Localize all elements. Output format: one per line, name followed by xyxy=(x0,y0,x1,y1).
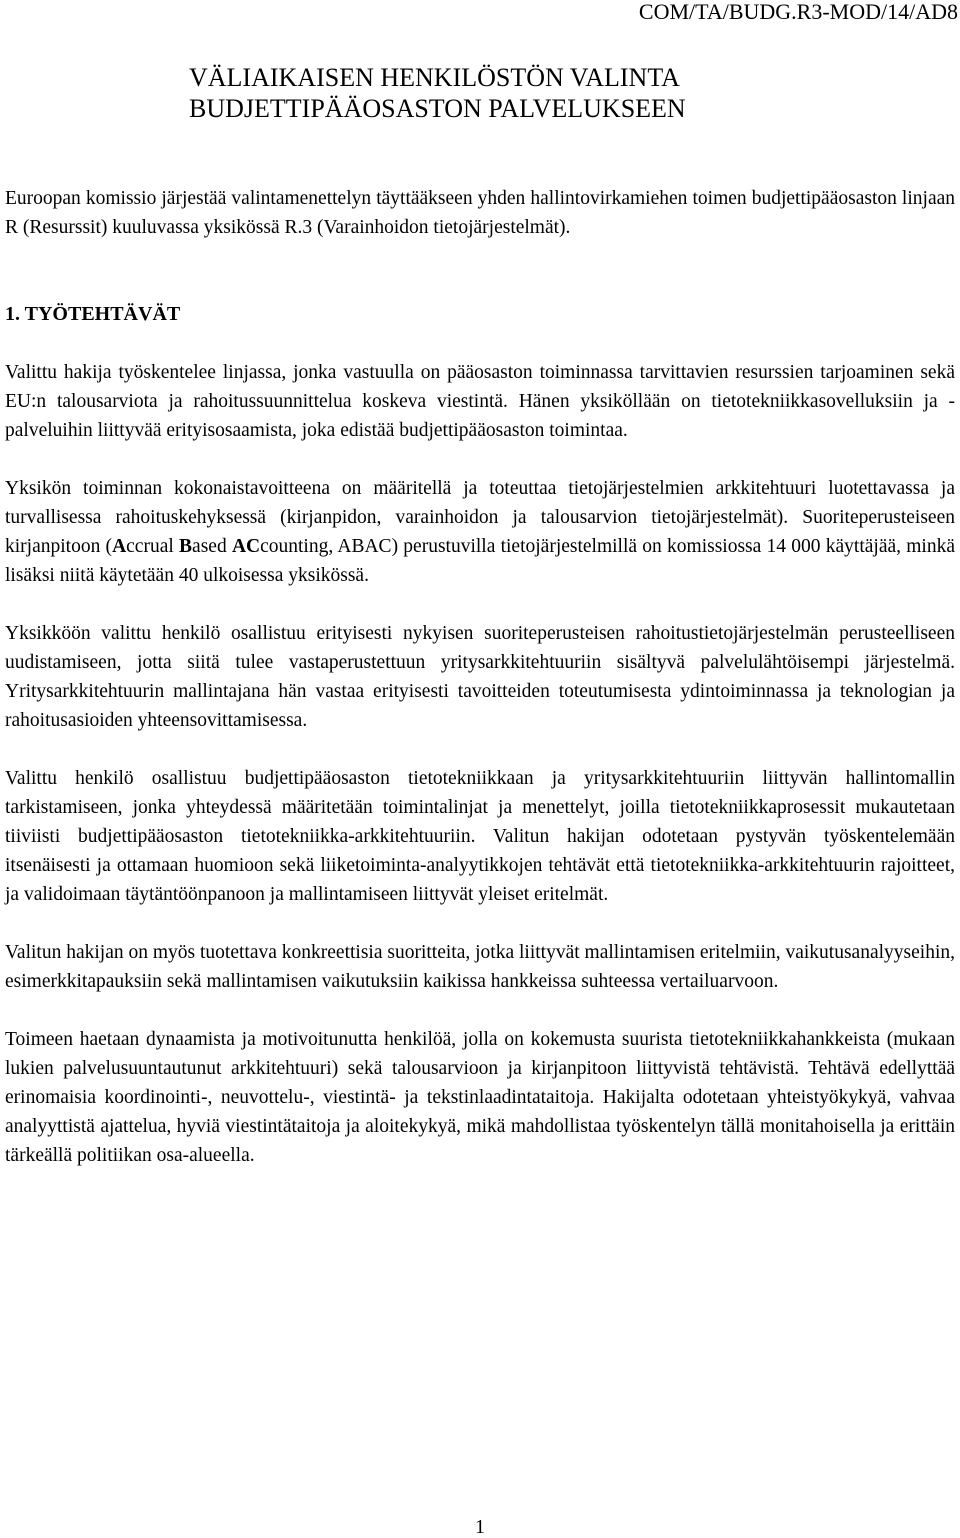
tasks-paragraph-1: Valittu hakija työskentelee linjassa, jonka vastuulla on pääosaston toiminnassa tarvittavien resurssien tarjoaminen sekä EU:n talousarviota ja rahoitussuunnittelua koskeva viestintä. Hänen yksiköllään on tietotekniikkasovelluksiin ja -palveluihin liittyvää erityisosaamista, joka edistää budjettipääosaston toimintaa. xyxy=(5,362,955,441)
abac-letter-b: B xyxy=(179,536,193,557)
section-heading-tasks: 1. TYÖTEHTÄVÄT xyxy=(5,303,181,325)
document-title xyxy=(189,62,889,124)
intro-paragraph: Euroopan komissio järjestää valintamenettelyn täyttääkseen yhden hallintovirkamiehen toimen budjettipääosaston linjaan R (Resurssit) kuuluvassa yksikössä R.3 (Varainhoidon tietojärjestelmät). xyxy=(5,188,955,238)
abac-letter-a: A xyxy=(112,536,127,557)
tasks-paragraph-2 xyxy=(5,474,955,590)
tasks-paragraph-3: Yksikköön valittu henkilö osallistuu erityisesti nykyisen suoriteperusteisen rahoitustietojärjestelmän perusteelliseen uudistamiseen, jotta siitä tulee vastaperustettuun yritysarkkitehtuuriin sisältyvä palvelulähtöisempi järjestelmä. Yritysarkkitehtuurin mallintajana hän vastaa erityisesti tavoitteiden toteutumisesta ydintoiminnassa ja teknologian ja rahoitusasioiden yhteensovittamisessa. xyxy=(5,623,955,731)
p2-text-based: ased xyxy=(192,536,232,557)
p2-text-2: counting, ABAC) perustuvilla tietojärjestelmillä on komissiossa 14 000 käyttäjää, minkä lisäksi niitä käytetään 40 ulkoisessa yksikössä. xyxy=(5,536,955,586)
document-body xyxy=(5,184,955,1170)
title-line-1: VÄLIAIKAISEN HENKILÖSTÖN VALINTA xyxy=(189,63,680,92)
title-line-2: BUDJETTIPÄÄOSASTON PALVELUKSEEN xyxy=(189,94,686,123)
document-reference: COM/TA/BUDG.R3-MOD/14/AD8 xyxy=(638,0,958,24)
tasks-paragraph-6: Toimeen haetaan dynaamista ja motivoitunutta henkilöä, jolla on kokemusta suurista tietotekniikkahankkeista (mukaan lukien palvelusuuntautunut arkkitehtuuri) sekä talousarvioon ja kirjanpitoon liittyvistä tehtävistä. Tehtävä edellyttää erinomaisia koordinointi-, neuvottelu-, viestintä- ja tekstinlaadintataitoja. Hakijalta odotetaan yhteistyökykyä, vahvaa analyyttistä ajattelua, hyviä viestintätaitoja ja aloitekykyä, mikä mahdollistaa työskentelyn tällä monitahoisella ja erittäin tärkeällä politiikan osa-alueella. xyxy=(5,1029,955,1166)
tasks-paragraph-5: Valitun hakijan on myös tuotettava konkreettisia suoritteita, jotka liittyvät mallintamisen eritelmiin, vaikutusanalyyseihin, esimerkkitapauksiin sekä mallintamisen vaikutuksiin kaikissa hankkeissa suhteessa vertailuarvoon. xyxy=(5,942,955,992)
abac-letters-ac: AC xyxy=(231,536,261,557)
page-number: 1 xyxy=(475,1516,485,1538)
tasks-paragraph-4: Valittu henkilö osallistuu budjettipääosaston tietotekniikkaan ja yritysarkkitehtuuriin liittyvän hallintomallin tarkistamiseen, jonka yhteydessä määritetään toimintalinjat ja menettelyt, joilla tietotekniikkaprosessit mukautetaan tiiviisti budjettipääosaston tietotekniikka-arkkitehtuuriin. Valitun hakijan odotetaan pystyvän työskentelemään itsenäisesti ja ottamaan huomioon sekä liiketoiminta-analyytikkojen tehtävät että tietotekniikka-arkkitehtuurin rajoitteet, ja validoimaan täytäntöönpanoon ja mallintamiseen liittyvät yleiset eritelmät. xyxy=(5,768,955,905)
p2-text-1: Yksikön toiminnan kokonaistavoitteena on määritellä ja toteuttaa tietojärjestelmien arkkitehtuuri luotettavassa ja turvallisessa rahoituskehyksessä (kirjanpidon, varainhoidon ja talousarvion tietojärjestelmät). Suoriteperusteiseen kirjanpitoon ( xyxy=(5,478,955,557)
p2-text-accrual: ccrual xyxy=(126,536,180,557)
